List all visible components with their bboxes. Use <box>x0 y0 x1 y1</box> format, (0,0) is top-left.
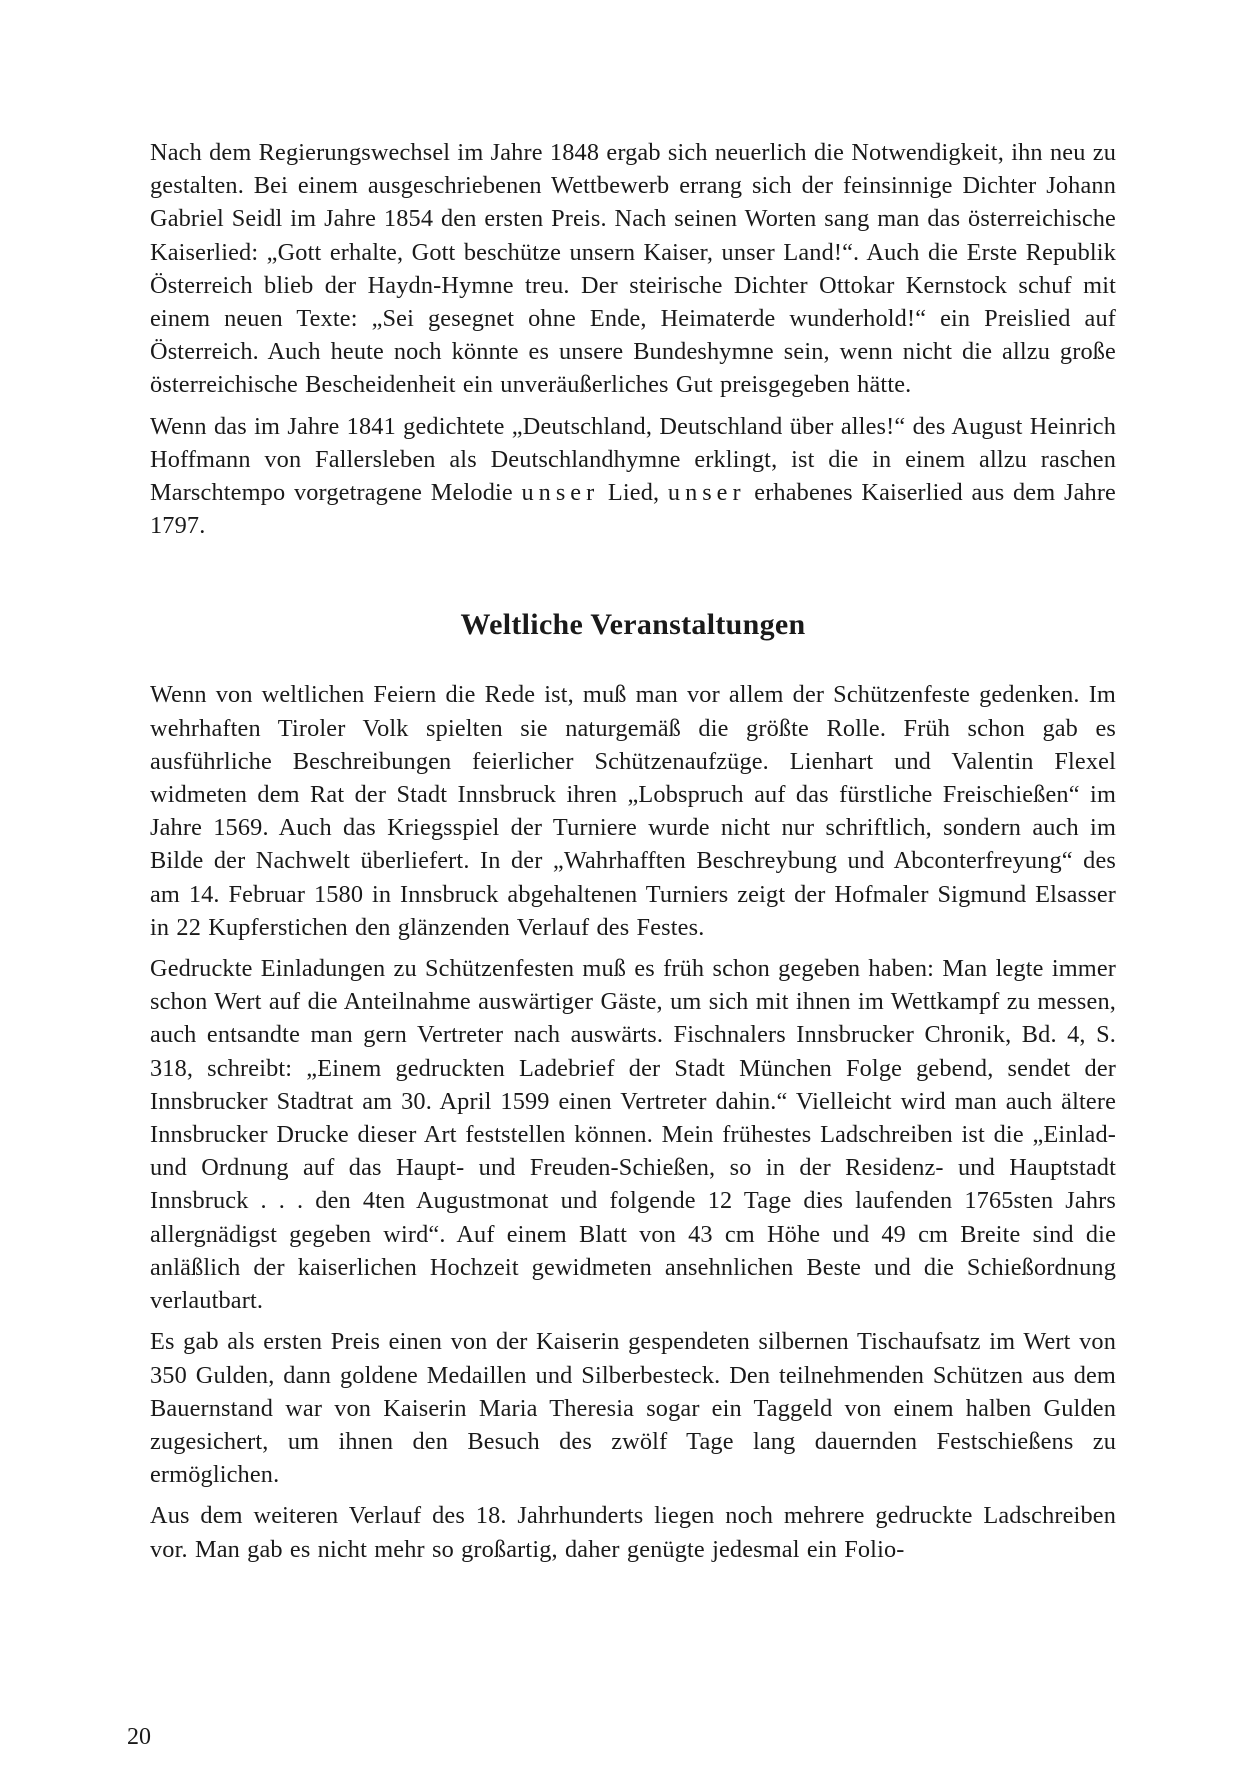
page-number: 20 <box>127 1724 151 1750</box>
paragraph-preise: Es gab als ersten Preis einen von der Kaiserin gespendeten silbernen Tischaufsatz im Wert von 350 Gulden, dann goldene Medaillen und Silberbesteck. Den teilnehmenden Schützen aus dem Bauernstand war von Kaiserin Maria Theresia sogar ein Taggeld von einem halben Gulden zugesichert, um ihnen den Besuch des zwölf Tage lang dauernden Festschießens zu ermöglichen. <box>150 1328 1116 1489</box>
paragraph-18-jahrhundert: Aus dem weiteren Verlauf des 18. Jahrhunderts liegen noch mehrere gedruckte Ladschreiben vor. Man gab es nicht mehr so großartig, daher genügte jedesmal ein Folio- <box>150 1502 1116 1563</box>
document-page <box>150 136 1116 1566</box>
paragraph-deutschlandlied-text-3: erhabenes Kaiserlied aus dem Jahre 1797. <box>150 479 1116 540</box>
section-heading: Weltliche Veranstaltungen <box>460 608 806 642</box>
paragraph-anthem-history: Nach dem Regierungswechsel im Jahre 1848 ergab sich neuerlich die Notwendigkeit, ihn neu zu gestalten. Bei einem ausgeschriebenen Wettbewerb errang sich der feinsinnige Dichter Johann Gabriel Seidl im Jahre 1854 den ersten Preis. Nach seinen Worten sang man das österreichische Kaiserlied: „Gott erhalte, Gott beschütze unsern Kaiser, unser Land!“. Auch die Erste Republik Österreich blieb der Haydn-Hymne treu. Der steirische Dichter Ottokar Kernstock schuf mit einem neuen Texte: „Sei gesegnet ohne Ende, Heimaterde wunderhold!“ ein Preislied auf Österreich. Auch heute noch könnte es unsere Bundeshymne sein, wenn nicht die allzu große österreichische Bescheidenheit ein unveräußerliches Gut preisgegeben hätte. <box>150 139 1116 399</box>
paragraph-schuetzenfeste: Wenn von weltlichen Feiern die Rede ist, muß man vor allem der Schützenfeste gedenken. Im wehrhaften Tiroler Volk spielten sie naturgemäß die größte Rolle. Früh schon gab es ausführliche Beschreibungen feierlicher Schützenaufzüge. Lienhart und Valentin Flexel widmeten dem Rat der Stadt Innsbruck ihren „Lobspruch auf das fürstliche Freischießen“ im Jahre 1569. Auch das Kriegsspiel der Turniere wurde nicht nur schriftlich, sondern auch im Bilde der Nachwelt überliefert. In der „Wahrhafften Beschreybung und Abconterfreyung“ des am 14. Februar 1580 in Innsbruck abgehaltenen Turniers zeigt der Hofmaler Sigmund Elsasser in 22 Kupferstichen den glänzenden Verlauf des Festes. <box>150 681 1116 941</box>
paragraph-deutschlandlied-text-1: Wenn das im Jahre 1841 gedichtete „Deutschland, Deutschland über alles!“ des August Heinrich Hoffmann von Fallersleben als Deutschlandhymne erklingt, ist die in einem allzu raschen Marschtempo vorgetragene Melodie <box>150 412 1116 507</box>
paragraph-einladungen: Gedruckte Einladungen zu Schützenfesten muß es früh schon gegeben haben: Man legte immer schon Wert auf die Anteilnahme auswärtiger Gäste, um sich mit ihnen im Wettkampf zu messen, auch entsandte man gern Vertreter nach auswärts. Fischnalers Innsbrucker Chronik, Bd. 4, S. 318, schreibt: „Einem gedruckten Ladebrief der Stadt München Folge gebend, sendet der Innsbrucker Stadtrat am 30. April 1599 einen Vertreter dahin.“ Vielleicht wird man auch ältere Innsbrucker Drucke dieser Art feststellen können. Mein frühestes Ladschreiben ist die „Einlad- und Ordnung auf das Haupt- und Freuden-Schießen, so in der Residenz- und Hauptstadt Innsbruck . . . den 4ten Augustmonat und folgende 12 Tage dies laufenden 1765sten Jahrs allergnädigst gegeben wird“. Auf einem Blatt von 43 cm Höhe und 49 cm Breite sind die anläßlich der kaiserlichen Hochzeit gewidmeten ansehnlichen Beste und die Schießordnung verlautbart. <box>150 955 1116 1315</box>
paragraph-deutschlandlied-text-2: Lied, <box>599 479 668 507</box>
paragraph-deutschlandlied <box>150 410 1116 543</box>
emphasized-word-unser-2: unser <box>667 479 746 507</box>
emphasized-word-unser-1: unser <box>521 479 600 507</box>
